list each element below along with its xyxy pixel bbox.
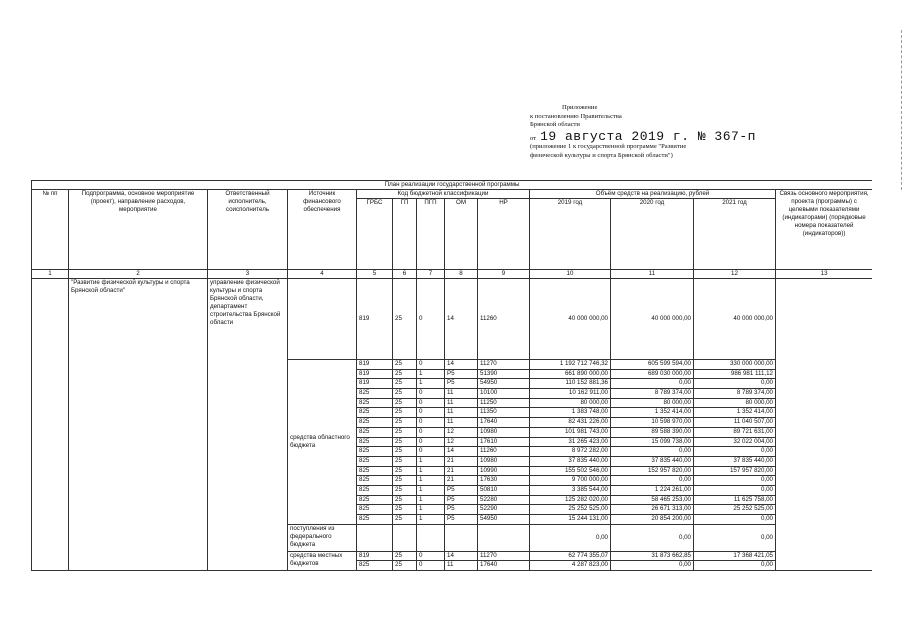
- amount-2020-cell: 31 873 662,85: [611, 551, 694, 561]
- col-header-om: ОМ: [445, 199, 478, 270]
- amount-2020-cell: 1 224 261,00: [611, 485, 694, 495]
- om-cell: P5: [445, 515, 478, 525]
- table-title: План реализации государственной программы: [32, 181, 873, 190]
- col-number: 5: [357, 270, 393, 279]
- om-cell: 21: [445, 466, 478, 476]
- amount-2019-cell: 661 890 000,00: [530, 369, 611, 379]
- col-number: 1: [32, 270, 69, 279]
- om-cell: 14: [445, 551, 478, 561]
- col-number: 9: [478, 270, 530, 279]
- document-header: [530, 104, 770, 161]
- np-cell: 11270: [478, 551, 530, 561]
- col-header-2020: 2020 год: [611, 199, 694, 270]
- amount-2019-cell: 155 502 546,00: [530, 466, 611, 476]
- om-cell: 12: [445, 437, 478, 447]
- amount-2021-cell: 11 040 507,00: [694, 418, 776, 428]
- col-number: 2: [69, 270, 208, 279]
- grbs-cell: 819: [357, 379, 393, 389]
- appendix-label: Приложение: [562, 104, 598, 111]
- amount-2021-cell: 40 000 000,00: [694, 279, 776, 360]
- om-cell: 14: [445, 279, 478, 360]
- amount-2021-cell: 25 252 525,00: [694, 505, 776, 515]
- plan-table-sheet: [31, 180, 872, 600]
- amount-2020-cell: 20 854 200,00: [611, 515, 694, 525]
- np-cell: 52290: [478, 505, 530, 515]
- row-number-cell: [32, 279, 69, 571]
- np-cell: 11350: [478, 408, 530, 418]
- amount-2020-cell: 605 599 594,00: [611, 360, 694, 370]
- np-cell: 11270: [478, 360, 530, 370]
- np-cell: 52280: [478, 495, 530, 505]
- np-cell: 17640: [478, 418, 530, 428]
- om-cell: P5: [445, 495, 478, 505]
- pgp-cell: 1: [417, 495, 445, 505]
- col-number: 8: [445, 270, 478, 279]
- grbs-cell: 825: [357, 456, 393, 466]
- amount-2021-cell: 37 835 440,00: [694, 456, 776, 466]
- amount-2019-cell: 62 774 355,07: [530, 551, 611, 561]
- amount-2021-cell: 157 957 820,00: [694, 466, 776, 476]
- gp-cell: 25: [393, 360, 417, 370]
- amount-2020-cell: 0,00: [611, 561, 694, 571]
- pgp-cell: 0: [417, 360, 445, 370]
- om-cell: 11: [445, 398, 478, 408]
- amount-2020-cell: 37 835 440,00: [611, 456, 694, 466]
- amount-2021-cell: 11 625 758,00: [694, 495, 776, 505]
- pgp-cell: 1: [417, 515, 445, 525]
- amount-2019-cell: 40 000 000,00: [530, 279, 611, 360]
- gp-cell: 25: [393, 447, 417, 457]
- col-header-gp: ГП: [393, 199, 417, 270]
- gp-cell: 25: [393, 398, 417, 408]
- gp-cell: 25: [393, 379, 417, 389]
- resolution-date-number: 19 августа 2019 г. № 367-п: [540, 128, 756, 144]
- grbs-cell: 825: [357, 466, 393, 476]
- np-cell: 11250: [478, 398, 530, 408]
- amount-2020-cell: 40 000 000,00: [611, 279, 694, 360]
- empty-code-cell: [445, 524, 478, 551]
- col-number: 6: [393, 270, 417, 279]
- om-cell: 11: [445, 389, 478, 399]
- om-cell: 14: [445, 447, 478, 457]
- col-header-budget-code: Код бюджетной классификации: [357, 190, 530, 199]
- program-ref-line: (приложение 1 к государственной программе "Развитие: [530, 143, 687, 151]
- amount-2021-cell: 0,00: [694, 515, 776, 525]
- gp-cell: 25: [393, 369, 417, 379]
- col-number: 13: [776, 270, 873, 279]
- col-header-link: Связь основного мероприятия, проекта (программы) с целевыми показателями (индикаторами) (порядковые номера показателей (индикаторов)): [776, 190, 873, 270]
- col-header-np: НР: [478, 199, 530, 270]
- amount-2020-cell: 0,00: [611, 379, 694, 389]
- amount-2019-cell: 82 431 226,00: [530, 418, 611, 428]
- grbs-cell: 825: [357, 408, 393, 418]
- amount-2019-cell: 4 287 823,00: [530, 561, 611, 571]
- np-cell: 10990: [478, 466, 530, 476]
- source-local-budget: средства местных бюджетов: [288, 551, 357, 570]
- pgp-cell: 0: [417, 279, 445, 360]
- amount-2020-cell: 0,00: [611, 447, 694, 457]
- om-cell: 12: [445, 427, 478, 437]
- grbs-cell: 819: [357, 360, 393, 370]
- gp-cell: 25: [393, 427, 417, 437]
- amount-2020-cell: 1 352 414,00: [611, 408, 694, 418]
- amount-2021-cell: 0,00: [694, 447, 776, 457]
- grbs-cell: 825: [357, 427, 393, 437]
- gp-cell: 25: [393, 279, 417, 360]
- om-cell: P5: [445, 379, 478, 389]
- np-cell: 17640: [478, 561, 530, 571]
- federal-amount-cell: 0,00: [530, 524, 611, 551]
- pgp-cell: 0: [417, 427, 445, 437]
- grbs-cell: 825: [357, 485, 393, 495]
- pgp-cell: 0: [417, 398, 445, 408]
- col-header-grbs: ГРБС: [357, 199, 393, 270]
- np-cell: 54950: [478, 515, 530, 525]
- amount-2019-cell: 9 700 000,00: [530, 476, 611, 486]
- grbs-cell: 825: [357, 476, 393, 486]
- amount-2020-cell: 8 789 374,00: [611, 389, 694, 399]
- amount-2020-cell: 58 465 253,00: [611, 495, 694, 505]
- grbs-cell: 825: [357, 515, 393, 525]
- pgp-cell: 0: [417, 437, 445, 447]
- np-cell: 10980: [478, 427, 530, 437]
- om-cell: 11: [445, 408, 478, 418]
- pgp-cell: 0: [417, 551, 445, 561]
- empty-code-cell: [417, 524, 445, 551]
- source-regional-budget: средства областного бюджета: [288, 360, 357, 525]
- pgp-cell: 1: [417, 485, 445, 495]
- amount-2021-cell: 32 022 004,00: [694, 437, 776, 447]
- amount-2019-cell: 80 000,00: [530, 398, 611, 408]
- om-cell: P5: [445, 369, 478, 379]
- grbs-cell: 819: [357, 279, 393, 360]
- amount-2020-cell: 0,00: [611, 476, 694, 486]
- pgp-cell: 1: [417, 476, 445, 486]
- amount-2020-cell: 26 671 313,00: [611, 505, 694, 515]
- amount-2021-cell: 80 000,00: [694, 398, 776, 408]
- col-number: 10: [530, 270, 611, 279]
- gp-cell: 25: [393, 389, 417, 399]
- pgp-cell: 0: [417, 418, 445, 428]
- gp-cell: 25: [393, 418, 417, 428]
- gp-cell: 25: [393, 561, 417, 571]
- om-cell: 21: [445, 476, 478, 486]
- np-cell: 50810: [478, 485, 530, 495]
- om-cell: 11: [445, 561, 478, 571]
- amount-2020-cell: 89 588 390,00: [611, 427, 694, 437]
- amount-2021-cell: 0,00: [694, 379, 776, 389]
- amount-2021-cell: 0,00: [694, 476, 776, 486]
- col-header-2021: 2021 год: [694, 199, 776, 270]
- amount-2021-cell: 8 789 374,00: [694, 389, 776, 399]
- grbs-cell: 825: [357, 495, 393, 505]
- amount-2019-cell: 31 265 423,00: [530, 437, 611, 447]
- amount-2021-cell: 0,00: [694, 485, 776, 495]
- empty-code-cell: [393, 524, 417, 551]
- gp-cell: 25: [393, 408, 417, 418]
- grbs-cell: 819: [357, 551, 393, 561]
- np-cell: 51390: [478, 369, 530, 379]
- gp-cell: 25: [393, 515, 417, 525]
- federal-amount-cell: 0,00: [611, 524, 694, 551]
- col-header-num: № пп: [32, 190, 69, 270]
- amount-2020-cell: 15 099 738,00: [611, 437, 694, 447]
- np-cell: 10100: [478, 389, 530, 399]
- scan-edge: [901, 30, 903, 190]
- gp-cell: 25: [393, 466, 417, 476]
- resolution-ref: к постановлению Правительства: [530, 112, 622, 120]
- executor-cell: управление физической культуры и спорта Брянской области, департамент строительства Брянской области: [208, 279, 288, 571]
- amount-2020-cell: 689 030 000,00: [611, 369, 694, 379]
- pgp-cell: 1: [417, 369, 445, 379]
- amount-2021-cell: 1 352 414,00: [694, 408, 776, 418]
- amount-2019-cell: 3 385 544,00: [530, 485, 611, 495]
- om-cell: P5: [445, 485, 478, 495]
- program-ref-line-2: физической культуры и спорта Брянской области"): [530, 151, 673, 159]
- empty-code-cell: [478, 524, 530, 551]
- amount-2020-cell: 152 957 820,00: [611, 466, 694, 476]
- gp-cell: 25: [393, 551, 417, 561]
- gp-cell: 25: [393, 456, 417, 466]
- col-header-source: Источник финансового обеспечения: [288, 190, 357, 270]
- program-name: "Развитие физической культуры и спорта Брянской области": [69, 279, 208, 571]
- gp-cell: 25: [393, 437, 417, 447]
- om-cell: 21: [445, 456, 478, 466]
- amount-2021-cell: 17 368 421,05: [694, 551, 776, 561]
- amount-2019-cell: 25 252 525,00: [530, 505, 611, 515]
- pgp-cell: 0: [417, 561, 445, 571]
- source-cell-empty: [288, 279, 357, 360]
- from-label: от: [530, 134, 537, 142]
- col-header-pgp: ПГП: [417, 199, 445, 270]
- source-federal-budget: поступления из федерального бюджета: [288, 524, 357, 551]
- amount-2021-cell: 0,00: [694, 561, 776, 571]
- amount-2019-cell: 15 244 131,00: [530, 515, 611, 525]
- grbs-cell: 825: [357, 505, 393, 515]
- grbs-cell: 825: [357, 389, 393, 399]
- amount-2021-cell: 986 981 111,12: [694, 369, 776, 379]
- col-header-subprogram: Подпрограмма, основное мероприятие (проект), направление расходов, мероприятие: [69, 190, 208, 270]
- col-header-volume: Объём средств на реализацию, рублей: [530, 190, 776, 199]
- grbs-cell: 825: [357, 561, 393, 571]
- plan-table: [31, 180, 872, 571]
- amount-2019-cell: 37 835 440,00: [530, 456, 611, 466]
- amount-2021-cell: 89 721 631,00: [694, 427, 776, 437]
- pgp-cell: 0: [417, 447, 445, 457]
- grbs-cell: 825: [357, 447, 393, 457]
- amount-2020-cell: 10 598 970,00: [611, 418, 694, 428]
- gp-cell: 25: [393, 476, 417, 486]
- pgp-cell: 1: [417, 456, 445, 466]
- np-cell: 10980: [478, 456, 530, 466]
- gp-cell: 25: [393, 495, 417, 505]
- np-cell: 17610: [478, 437, 530, 447]
- amount-2019-cell: 1 192 712 746,32: [530, 360, 611, 370]
- col-number: 3: [208, 270, 288, 279]
- grbs-cell: 825: [357, 418, 393, 428]
- gp-cell: 25: [393, 505, 417, 515]
- pgp-cell: 0: [417, 408, 445, 418]
- pgp-cell: 1: [417, 505, 445, 515]
- pgp-cell: 0: [417, 389, 445, 399]
- col-header-executor: Ответственный исполнитель, соисполнитель: [208, 190, 288, 270]
- pgp-cell: 1: [417, 379, 445, 389]
- amount-2019-cell: 1 383 748,00: [530, 408, 611, 418]
- amount-2020-cell: 80 000,00: [611, 398, 694, 408]
- amount-2019-cell: 10 162 911,00: [530, 389, 611, 399]
- federal-amount-cell: 0,00: [694, 524, 776, 551]
- om-cell: 14: [445, 360, 478, 370]
- amount-2019-cell: 110 152 881,36: [530, 379, 611, 389]
- region-name: Брянской области: [530, 121, 580, 129]
- np-cell: 54950: [478, 379, 530, 389]
- grbs-cell: 825: [357, 437, 393, 447]
- amount-2019-cell: 125 282 020,00: [530, 495, 611, 505]
- grbs-cell: 825: [357, 398, 393, 408]
- pgp-cell: 1: [417, 466, 445, 476]
- amount-2019-cell: 101 981 743,00: [530, 427, 611, 437]
- col-number: 4: [288, 270, 357, 279]
- np-cell: 11260: [478, 447, 530, 457]
- np-cell: 17630: [478, 476, 530, 486]
- amount-2021-cell: 330 000 000,00: [694, 360, 776, 370]
- col-number: 11: [611, 270, 694, 279]
- link-cell: [776, 279, 873, 571]
- amount-2019-cell: 8 972 282,00: [530, 447, 611, 457]
- gp-cell: 25: [393, 485, 417, 495]
- om-cell: 11: [445, 418, 478, 428]
- col-number: 7: [417, 270, 445, 279]
- om-cell: P5: [445, 505, 478, 515]
- col-number: 12: [694, 270, 776, 279]
- empty-code-cell: [357, 524, 393, 551]
- col-header-2019: 2019 год: [530, 199, 611, 270]
- grbs-cell: 819: [357, 369, 393, 379]
- np-cell: 11260: [478, 279, 530, 360]
